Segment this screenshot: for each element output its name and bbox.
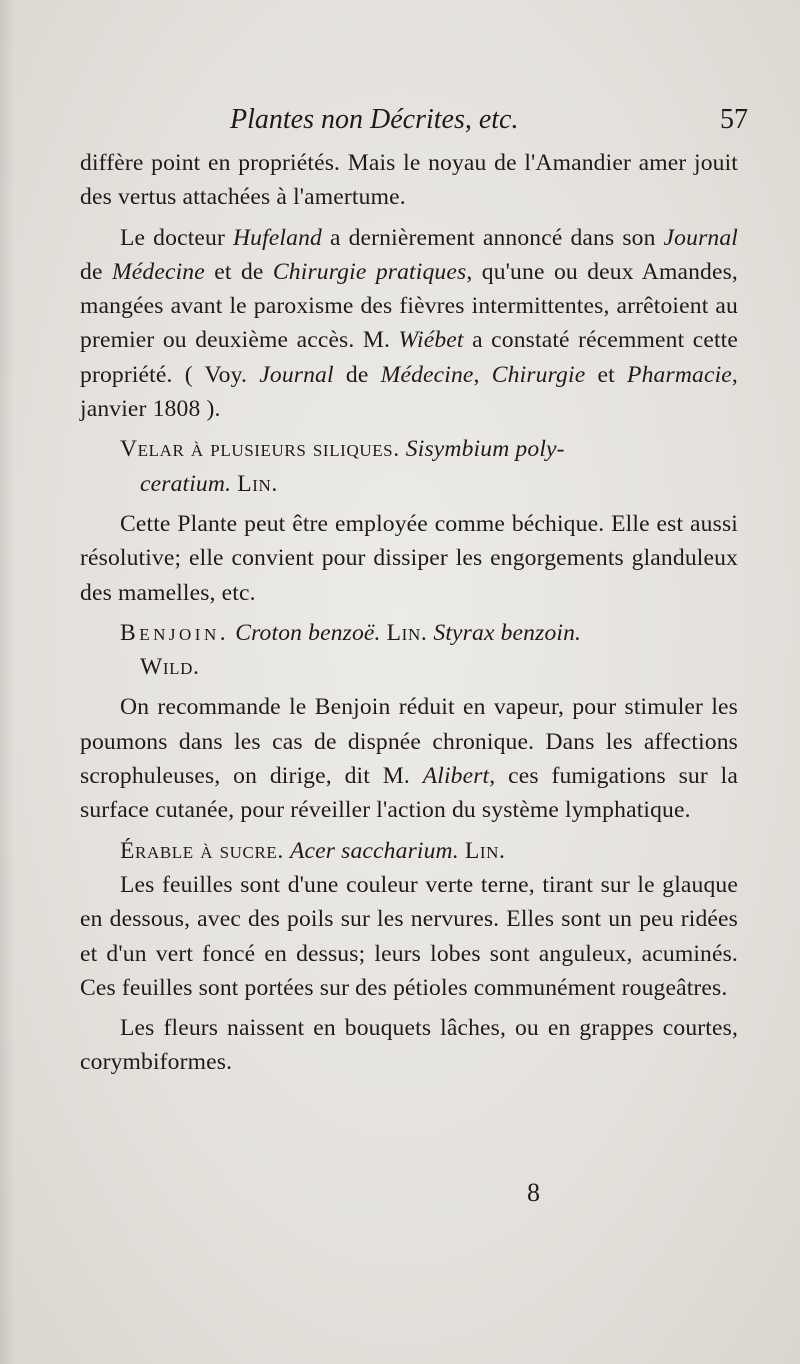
text-line: diffère point en propriétés. Mais le noyau de l'Amandier: [80, 150, 631, 176]
body-text: [80, 146, 738, 1080]
author-name: Alibert: [422, 763, 490, 790]
botanical-author: Wild.: [140, 654, 200, 681]
paragraph-erable-leaves: Les feuilles sont d'une couleur verte terne, tirant sur le glauque en dessous, avec des poils sur les nervures. Elles sont un peu ridées et d'un vert foncé en dessus; leurs lobes sont anguleux, acuminés. Ces feuilles sont portées sur des pétioles communément rougeâtres.: [80, 871, 738, 1001]
journal-title: Médecine: [111, 258, 205, 285]
paragraph-hufeland: [80, 221, 738, 427]
botanical-author: Lin.: [237, 470, 278, 497]
text-run: de: [333, 361, 381, 388]
botanical-author: Lin.: [386, 619, 428, 646]
page-number: 57: [720, 104, 748, 135]
paragraph-velar: Cette Plante peut être employée comme béchique. Elle est aussi résolutive; elle convient pour dissiper les engorgements glanduleux des mamelles, etc.: [80, 510, 738, 606]
entry-heading-benjoin: [80, 616, 738, 685]
journal-title: Journal: [259, 361, 334, 388]
latin-name: Styrax benzoin.: [433, 619, 582, 646]
text-run: a constaté récemment cette propriété. ( Voy.: [80, 327, 738, 388]
entry-heading-velar: [80, 432, 738, 501]
text-run: , janvier 1808 ).: [80, 361, 738, 423]
signature-mark: 8: [527, 1178, 540, 1207]
latin-name: Acer saccharium.: [289, 837, 459, 864]
running-title: Plantes non Décrites, etc.: [230, 104, 519, 135]
text-run: , qu'une ou deux Amandes, mangées avant le paroxisme des fièvres intermittentes, arrêtoient au premier ou deuxième accès. M.: [80, 258, 738, 354]
journal-title: Journal: [663, 224, 738, 251]
latin-name: Sisymbium poly-: [405, 436, 565, 463]
text-line: amer jouit des vertus attachées à l'amertume.: [80, 150, 738, 211]
author-name: Wiébet: [398, 327, 464, 354]
latin-name: ceratium.: [140, 470, 232, 497]
text-run: et: [585, 361, 628, 388]
entry-title: Benjoin.: [120, 619, 230, 646]
journal-title: Chirurgie pratiques: [272, 258, 467, 285]
paragraph-erable-flowers: Les fleurs naissent en bouquets lâches, ou en grappes courtes, corymbiformes.: [80, 1015, 738, 1076]
journal-title: Pharmacie: [627, 361, 732, 388]
entry-title: Érable à sucre.: [120, 837, 284, 864]
latin-name: Croton benzoë.: [235, 619, 381, 646]
text-run: a dernièrement annoncé dans son: [321, 224, 664, 251]
journal-title: Chirurgie: [491, 361, 586, 388]
text-run: On recommande le Benjoin réduit en vapeur, pour stimuler les poumons dans les cas de dispnée chronique. Dans les affections scrophuleuses, on dirige, dit M.: [80, 694, 738, 790]
entry-title: Velar à plusieurs siliques.: [120, 436, 400, 463]
journal-title: Médecine: [380, 361, 474, 388]
text-run: et de: [204, 258, 273, 285]
botanical-author: Lin.: [464, 837, 506, 864]
text-run: Le docteur: [120, 224, 233, 251]
text-run: , ces fumigations sur la surface cutanée, pour réveiller l'action du système lymphatique.: [80, 763, 738, 824]
text-run: de: [80, 258, 112, 285]
entry-heading-erable: [80, 834, 738, 868]
paragraph-benjoin: [80, 690, 738, 827]
author-name: Hufeland: [232, 224, 322, 251]
text-run: ,: [473, 361, 492, 388]
paragraph-amandier-end: [80, 146, 738, 215]
